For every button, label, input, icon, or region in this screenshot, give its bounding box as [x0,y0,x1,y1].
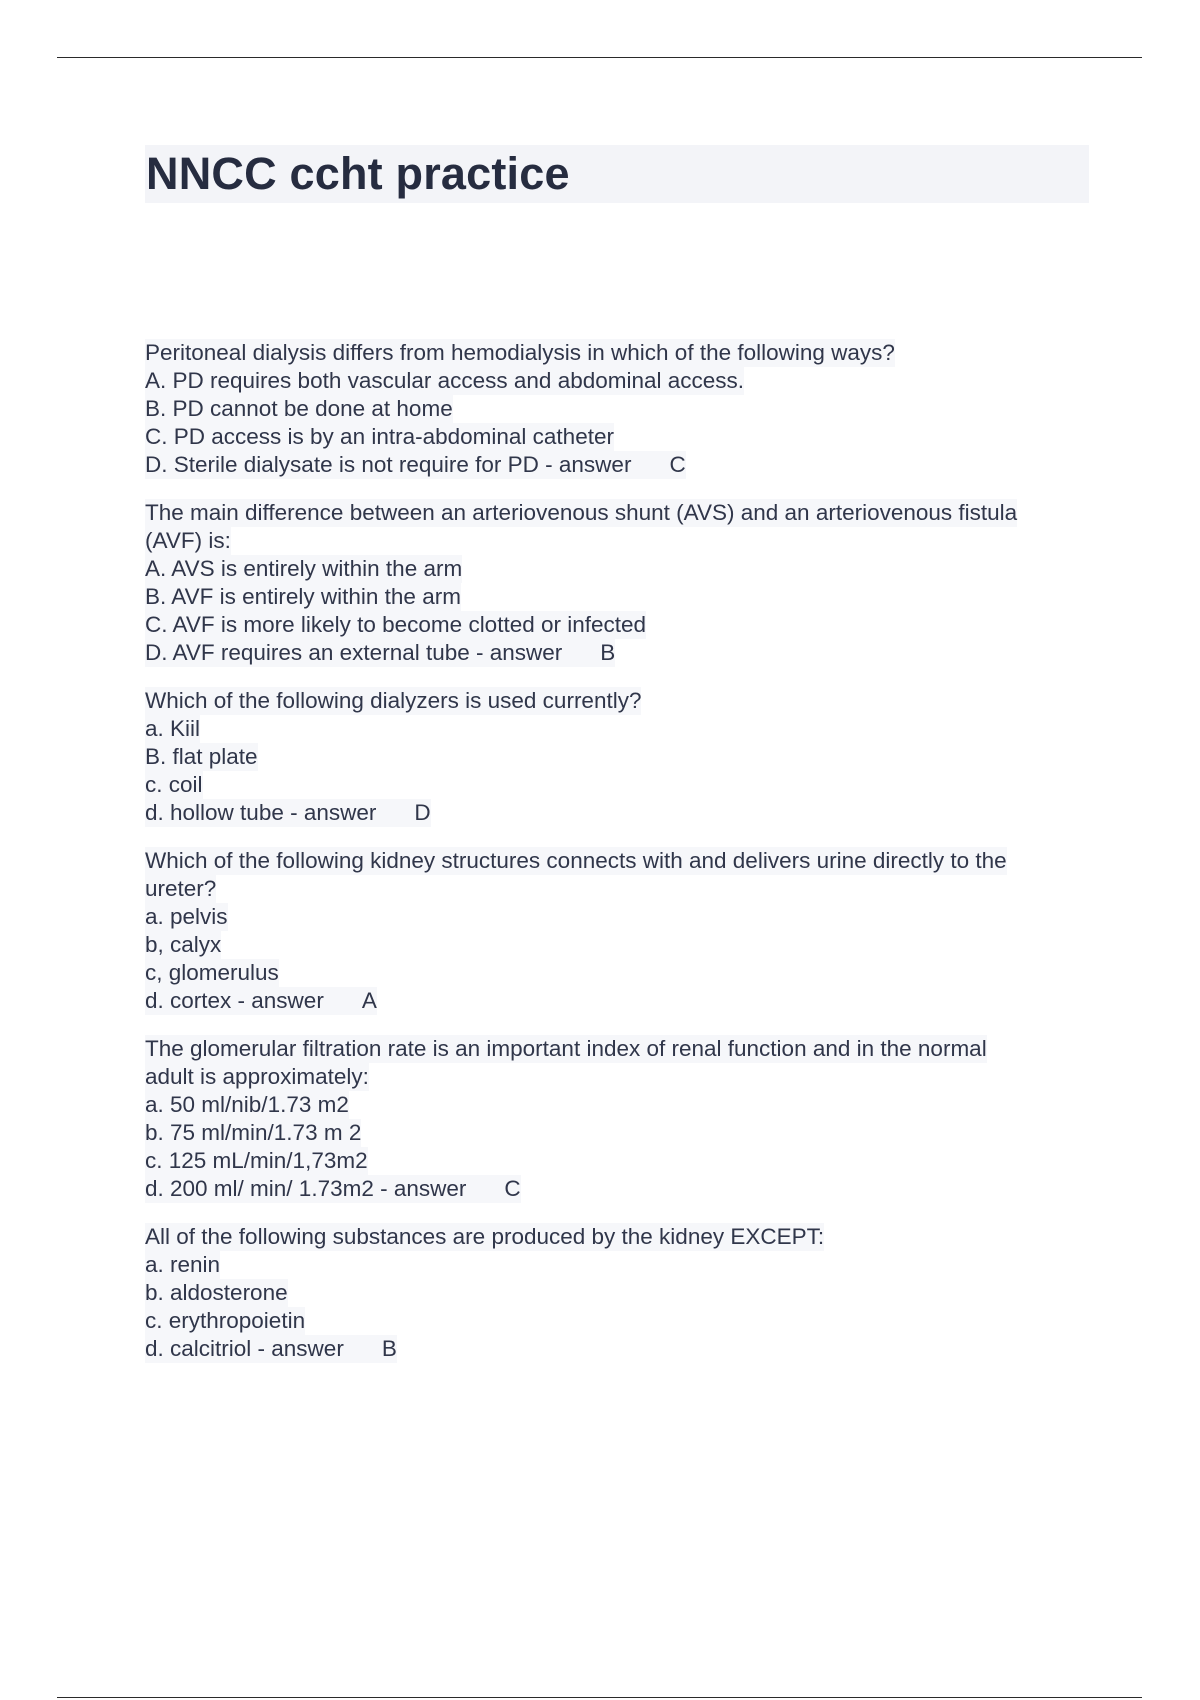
option: a. Kiil [145,716,201,741]
option: b. 75 ml/min/1.73 m 2 [145,1120,362,1145]
question-text: ureter? [145,876,217,901]
answer-line [145,799,431,827]
question-block [145,339,1095,479]
answer-line [145,1335,397,1363]
answer-value: D [414,800,431,825]
option: A. PD requires both vascular access and abdominal access. [145,368,745,393]
question-text: Peritoneal dialysis differs from hemodialysis in which of the following ways? [145,340,895,365]
option: a. pelvis [145,904,228,929]
option: c, glomerulus [145,960,279,985]
question-block [145,687,1095,827]
question-block [145,847,1095,1015]
option: b, calyx [145,932,222,957]
question-block [145,499,1095,667]
option: a. renin [145,1252,221,1277]
question-text: The glomerular filtration rate is an important index of renal function and in the normal [145,1036,987,1061]
option: B. AVF is entirely within the arm [145,584,461,609]
question-text: (AVF) is: [145,528,231,553]
option: A. AVS is entirely within the arm [145,556,463,581]
question-text: adult is approximately: [145,1064,369,1089]
option: C. AVF is more likely to become clotted or infected [145,612,647,637]
question-list [145,339,1095,1383]
option: B. PD cannot be done at home [145,396,453,421]
option: d. calcitriol - answer [145,1336,344,1361]
option: a. 50 ml/nib/1.73 m2 [145,1092,349,1117]
top-rule [57,57,1142,58]
answer-line [145,1175,521,1203]
question-text: Which of the following kidney structures connects with and delivers urine directly to the [145,848,1007,873]
option: c. coil [145,772,203,797]
question-block [145,1223,1095,1363]
answer-line [145,639,615,667]
option: D. Sterile dialysate is not require for PD - answer [145,452,632,477]
answer-value: C [669,452,686,477]
document-title: NNCC ccht practice [146,148,570,199]
answer-line [145,451,686,479]
option: d. cortex - answer [145,988,324,1013]
option: D. AVF requires an external tube - answer [145,640,563,665]
question-text: Which of the following dialyzers is used currently? [145,688,642,713]
option: d. 200 ml/ min/ 1.73m2 - answer [145,1176,467,1201]
answer-value: B [600,640,616,665]
option: d. hollow tube - answer [145,800,377,825]
answer-value: A [361,988,377,1013]
answer-value: B [381,1336,397,1361]
question-block [145,1035,1095,1203]
option: c. erythropoietin [145,1308,306,1333]
option: c. 125 mL/min/1,73m2 [145,1148,368,1173]
option: b. aldosterone [145,1280,288,1305]
question-text: The main difference between an arteriovenous shunt (AVS) and an arteriovenous fistula [145,500,1018,525]
bottom-rule [57,1697,1142,1698]
answer-value: C [504,1176,521,1201]
option: B. flat plate [145,744,258,769]
option: C. PD access is by an intra-abdominal catheter [145,424,614,449]
answer-line [145,987,377,1015]
question-text: All of the following substances are produced by the kidney EXCEPT: [145,1224,825,1249]
